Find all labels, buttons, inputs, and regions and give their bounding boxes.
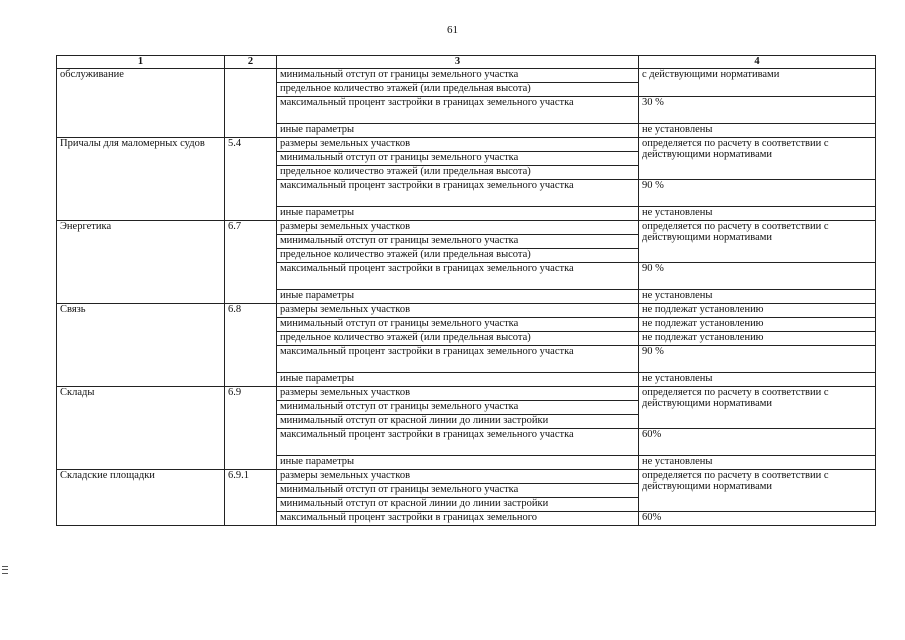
parameter-name-cell: минимальный отступ от границы земельного участка	[277, 69, 639, 83]
land-use-type-cell	[57, 221, 225, 304]
land-use-code-cell	[225, 69, 277, 138]
table-body	[57, 69, 876, 526]
parameter-value-cell: определяется по расчету в соответствии с действующими нормативами	[639, 470, 876, 512]
parameter-value-cell: определяется по расчету в соответствии с действующими нормативами	[639, 138, 876, 180]
parameter-value-cell: 90 %	[639, 263, 876, 290]
parameter-value-cell: определяется по расчету в соответствии с действующими нормативами	[639, 221, 876, 263]
parameter-value-cell: не установлены	[639, 124, 876, 138]
land-use-type-cell	[57, 304, 225, 387]
zoning-parameters-table	[56, 55, 876, 526]
land-use-code-cell: 6.9.1	[225, 470, 277, 526]
land-use-type-label: Связь	[60, 304, 86, 315]
parameter-value-cell: не установлены	[639, 290, 876, 304]
parameter-value-cell: не подлежат установлению	[639, 332, 876, 346]
table-row	[57, 387, 876, 401]
parameter-name-cell: максимальный процент застройки в границах земельного участка	[277, 429, 639, 456]
parameter-value-cell: не подлежат установлению	[639, 304, 876, 318]
parameter-value-cell: 90 %	[639, 346, 876, 373]
parameter-name-cell: минимальный отступ от границы земельного участка	[277, 235, 639, 249]
parameter-name-cell: предельное количество этажей (или предельная высота)	[277, 249, 639, 263]
parameter-value-cell: не установлены	[639, 207, 876, 221]
parameter-value-cell: 30 %	[639, 97, 876, 124]
table-row	[57, 470, 876, 484]
parameter-name-cell: максимальный процент застройки в границах земельного участка	[277, 180, 639, 207]
column-header: 4	[639, 56, 876, 69]
margin-mark-icon	[2, 566, 8, 574]
parameter-name-cell: минимальный отступ от границы земельного участка	[277, 152, 639, 166]
parameter-value-cell: 60%	[639, 429, 876, 456]
land-use-type-cell	[57, 138, 225, 221]
land-use-code-cell: 5.4	[225, 138, 277, 221]
parameter-name-cell: иные параметры	[277, 124, 639, 138]
column-header: 3	[277, 56, 639, 69]
land-use-type-label: Причалы для маломерных судов	[60, 138, 205, 149]
parameter-name-cell: максимальный процент застройки в границах земельного участка	[277, 97, 639, 124]
land-use-type-cell	[57, 470, 225, 526]
table-row	[57, 304, 876, 318]
parameter-name-cell: предельное количество этажей (или предельная высота)	[277, 166, 639, 180]
parameter-name-cell: размеры земельных участков	[277, 304, 639, 318]
parameter-value-cell: не установлены	[639, 373, 876, 387]
land-use-type-label: Склады	[60, 387, 95, 398]
parameter-name-cell: минимальный отступ от красной линии до линии застройки	[277, 498, 639, 512]
parameter-name-cell: максимальный процент застройки в границах земельного участка	[277, 346, 639, 373]
parameter-value-cell: не установлены	[639, 456, 876, 470]
table-row	[57, 69, 876, 83]
page-number: 61	[447, 24, 458, 36]
land-use-code-cell: 6.8	[225, 304, 277, 387]
parameter-name-cell: иные параметры	[277, 290, 639, 304]
land-use-code-cell: 6.7	[225, 221, 277, 304]
column-header: 1	[57, 56, 225, 69]
land-use-code-cell: 6.9	[225, 387, 277, 470]
parameter-name-cell: предельное количество этажей (или предельная высота)	[277, 332, 639, 346]
land-use-type-label: Складские площадки	[60, 470, 155, 481]
parameter-name-cell: размеры земельных участков	[277, 470, 639, 484]
parameter-name-cell: минимальный отступ от границы земельного участка	[277, 318, 639, 332]
land-use-type-label: Энергетика	[60, 221, 112, 232]
column-header: 2	[225, 56, 277, 69]
land-use-type-cell	[57, 69, 225, 138]
parameter-name-cell: минимальный отступ от красной линии до линии застройки	[277, 415, 639, 429]
land-use-type-label: обслуживание	[60, 69, 124, 80]
parameter-name-cell: иные параметры	[277, 207, 639, 221]
parameter-name-cell: иные параметры	[277, 373, 639, 387]
parameter-value-cell: определяется по расчету в соответствии с действующими нормативами	[639, 387, 876, 429]
parameter-value-cell: не подлежат установлению	[639, 318, 876, 332]
parameter-name-cell: размеры земельных участков	[277, 138, 639, 152]
parameter-name-cell: минимальный отступ от границы земельного участка	[277, 401, 639, 415]
parameter-name-cell: максимальный процент застройки в границах земельного участка	[277, 263, 639, 290]
table-row	[57, 221, 876, 235]
parameter-name-cell: предельное количество этажей (или предельная высота)	[277, 83, 639, 97]
parameter-name-cell: размеры земельных участков	[277, 387, 639, 401]
land-use-type-cell	[57, 387, 225, 470]
table-row	[57, 138, 876, 152]
parameter-name-cell: размеры земельных участков	[277, 221, 639, 235]
table-header-row	[57, 56, 876, 69]
parameter-name-cell: максимальный процент застройки в границах земельного	[277, 512, 639, 526]
parameter-value-cell: с действующими нормативами	[639, 69, 876, 97]
parameter-value-cell: 90 %	[639, 180, 876, 207]
parameter-value-cell: 60%	[639, 512, 876, 526]
parameter-name-cell: минимальный отступ от границы земельного участка	[277, 484, 639, 498]
parameter-name-cell: иные параметры	[277, 456, 639, 470]
